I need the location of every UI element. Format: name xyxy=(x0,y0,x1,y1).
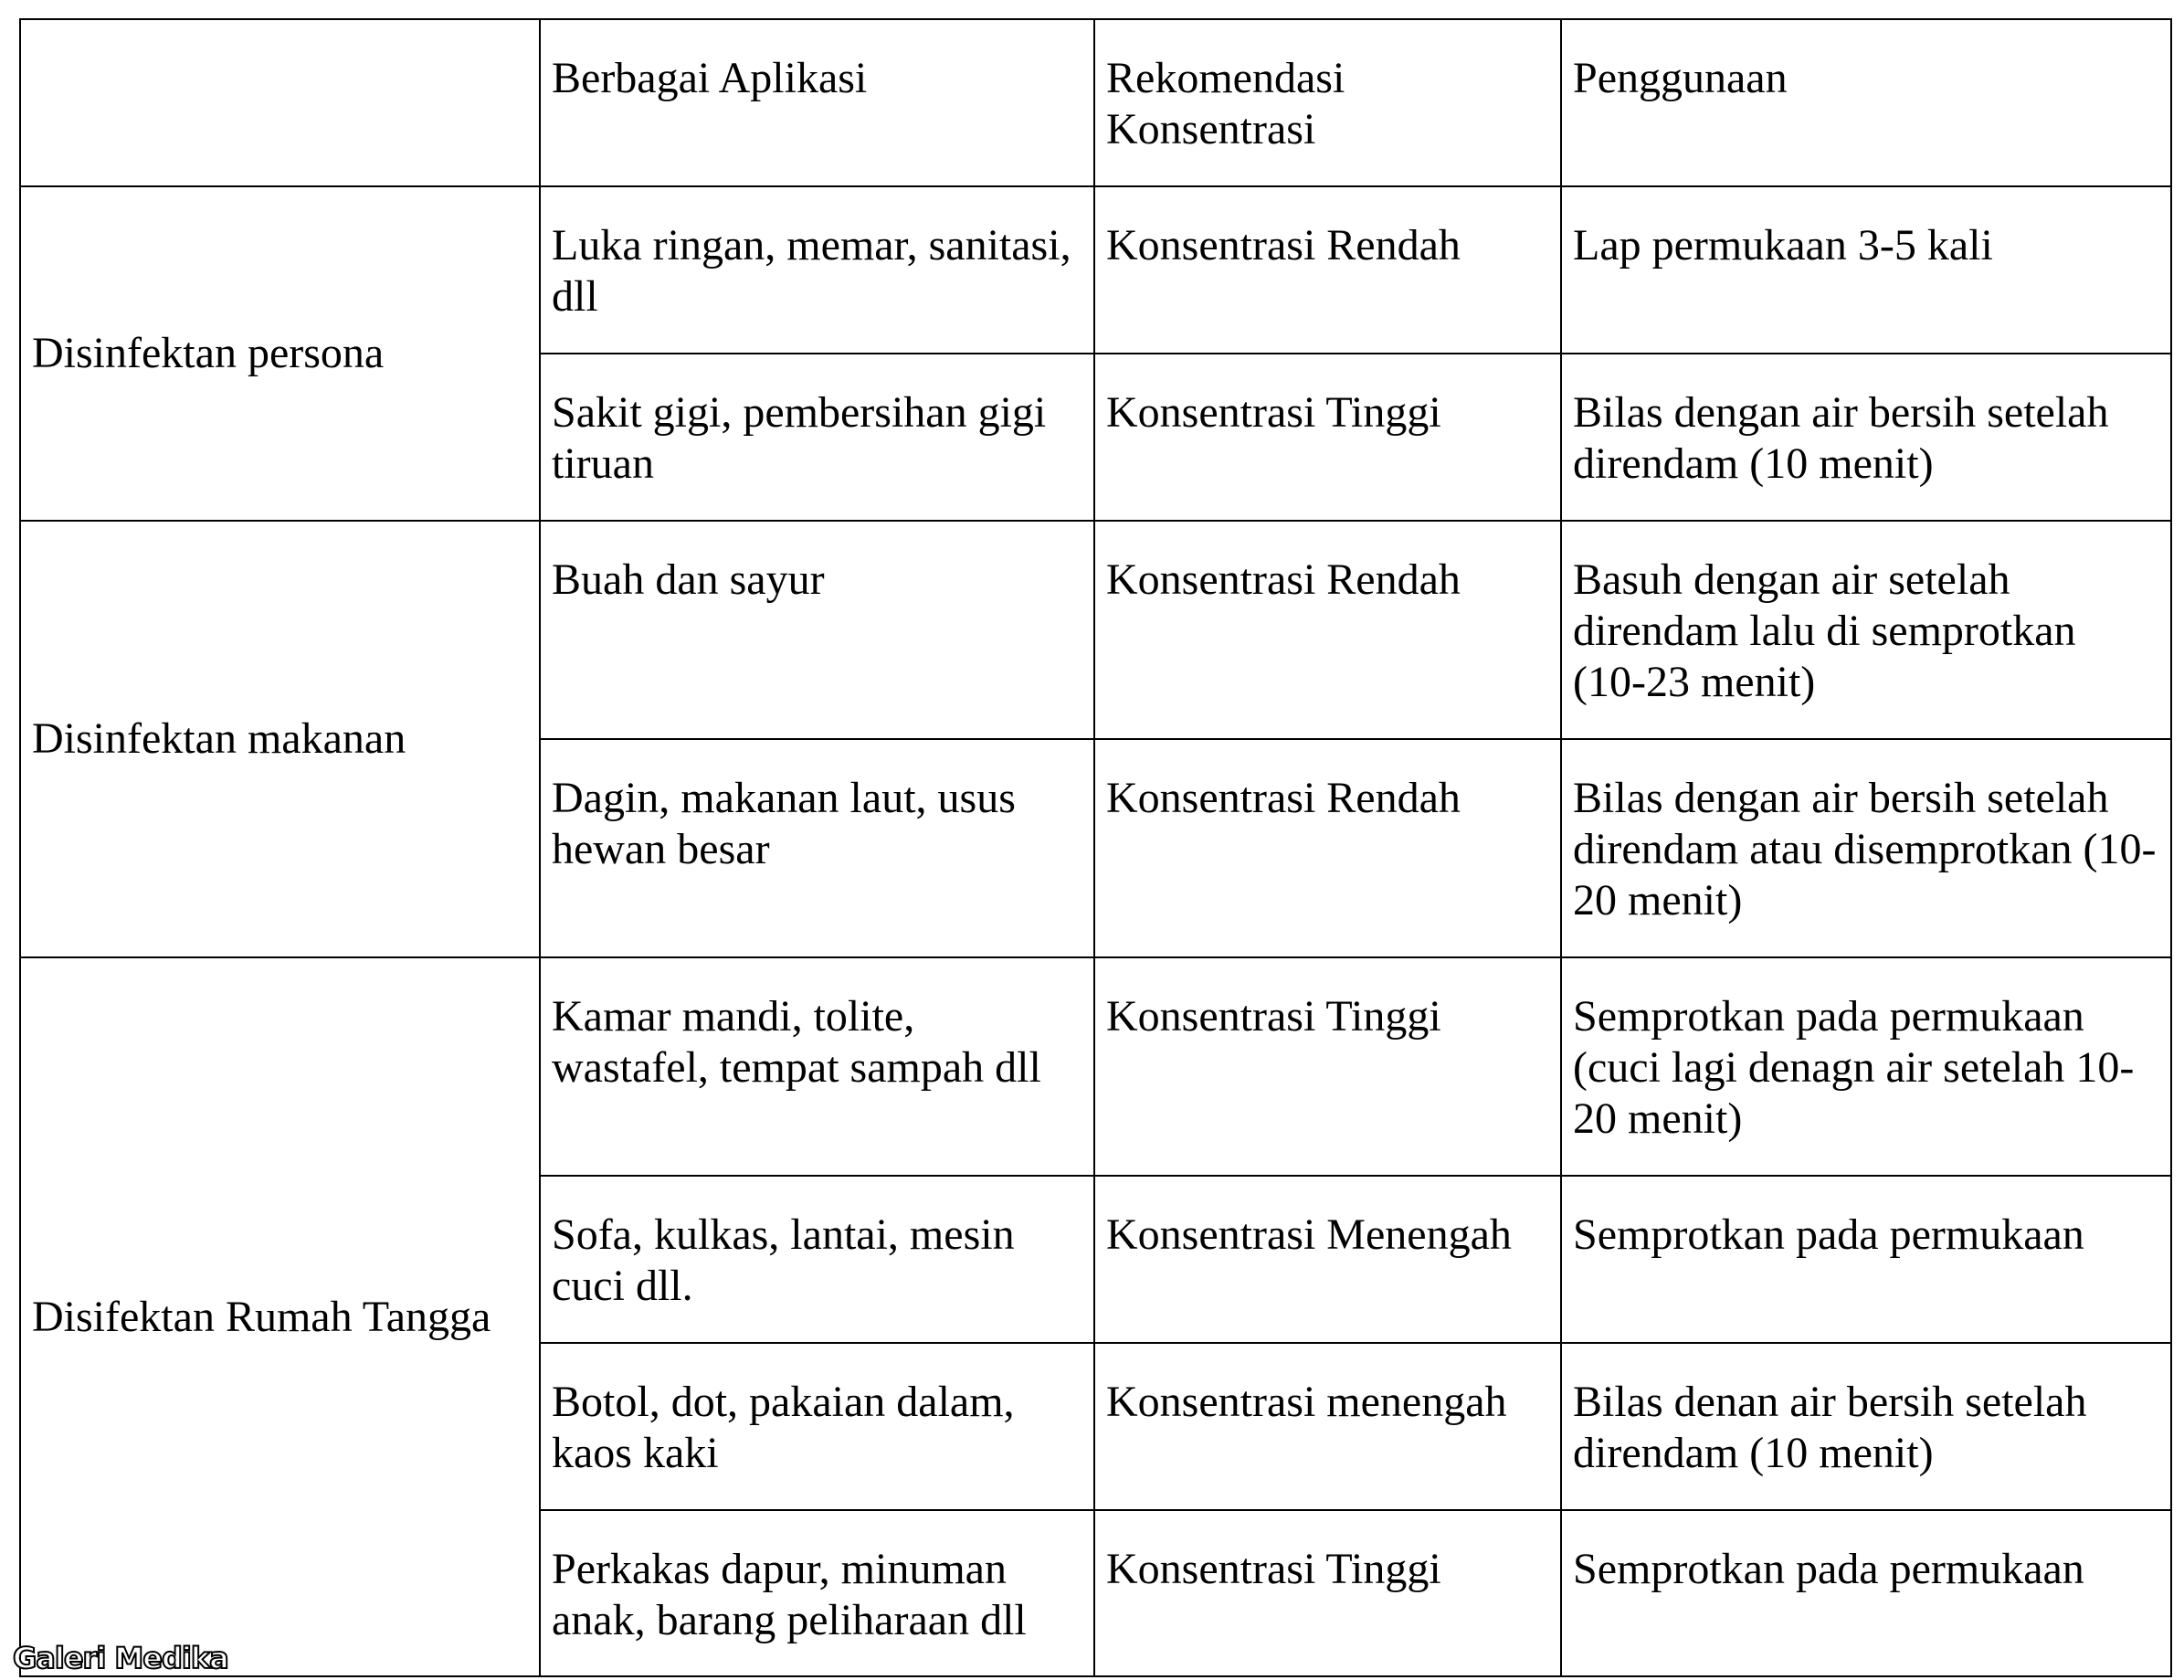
group-label-cell: Disifektan Rumah Tangga xyxy=(20,957,540,1676)
concentration-cell: Konsentrasi Tinggi xyxy=(1094,354,1561,521)
concentration-cell: Konsentrasi Menengah xyxy=(1094,1176,1561,1343)
table-row xyxy=(20,957,2171,1176)
concentration-cell: Konsentrasi Rendah xyxy=(1094,186,1561,354)
concentration-cell: Konsentrasi Tinggi xyxy=(1094,1510,1561,1676)
application-cell: Sofa, kulkas, lantai, mesin cuci dll. xyxy=(540,1176,1094,1343)
application-cell: Buah dan sayur xyxy=(540,521,1094,739)
header-cell-usage: Penggunaan xyxy=(1561,19,2171,186)
header-cell-application: Berbagai Aplikasi xyxy=(540,19,1094,186)
usage-cell: Bilas dengan air bersih setelah direndam atau disemprotkan (10-20 menit) xyxy=(1561,739,2171,957)
disinfectant-table xyxy=(19,18,2172,1677)
watermark-logo: Galeri Medika xyxy=(13,1641,228,1675)
application-cell: Dagin, makanan laut, usus hewan besar xyxy=(540,739,1094,957)
group-label-cell: Disinfektan makanan xyxy=(20,521,540,957)
header-cell-concentration: Rekomendasi Konsentrasi xyxy=(1094,19,1561,186)
application-cell: Kamar mandi, tolite, wastafel, tempat sampah dll xyxy=(540,957,1094,1176)
table-row xyxy=(20,521,2171,739)
header-row xyxy=(20,19,2171,186)
usage-cell: Bilas dengan air bersih setelah direndam (10 menit) xyxy=(1561,354,2171,521)
group-label-cell: Disinfektan persona xyxy=(20,186,540,521)
usage-cell: Lap permukaan 3-5 kali xyxy=(1561,186,2171,354)
usage-cell: Bilas denan air bersih setelah direndam (10 menit) xyxy=(1561,1343,2171,1510)
usage-cell: Semprotkan pada permukaan (cuci lagi denagn air setelah 10-20 menit) xyxy=(1561,957,2171,1176)
application-cell: Botol, dot, pakaian dalam, kaos kaki xyxy=(540,1343,1094,1510)
application-cell: Luka ringan, memar, sanitasi, dll xyxy=(540,186,1094,354)
table-row xyxy=(20,186,2171,354)
usage-cell: Semprotkan pada permukaan xyxy=(1561,1510,2171,1676)
usage-cell: Semprotkan pada permukaan xyxy=(1561,1176,2171,1343)
application-cell: Sakit gigi, pembersihan gigi tiruan xyxy=(540,354,1094,521)
header-cell-empty xyxy=(20,19,540,186)
concentration-cell: Konsentrasi Rendah xyxy=(1094,521,1561,739)
usage-cell: Basuh dengan air setelah direndam lalu di semprotkan (10-23 menit) xyxy=(1561,521,2171,739)
concentration-cell: Konsentrasi menengah xyxy=(1094,1343,1561,1510)
concentration-cell: Konsentrasi Rendah xyxy=(1094,739,1561,957)
concentration-cell: Konsentrasi Tinggi xyxy=(1094,957,1561,1176)
application-cell: Perkakas dapur, minuman anak, barang peliharaan dll xyxy=(540,1510,1094,1676)
